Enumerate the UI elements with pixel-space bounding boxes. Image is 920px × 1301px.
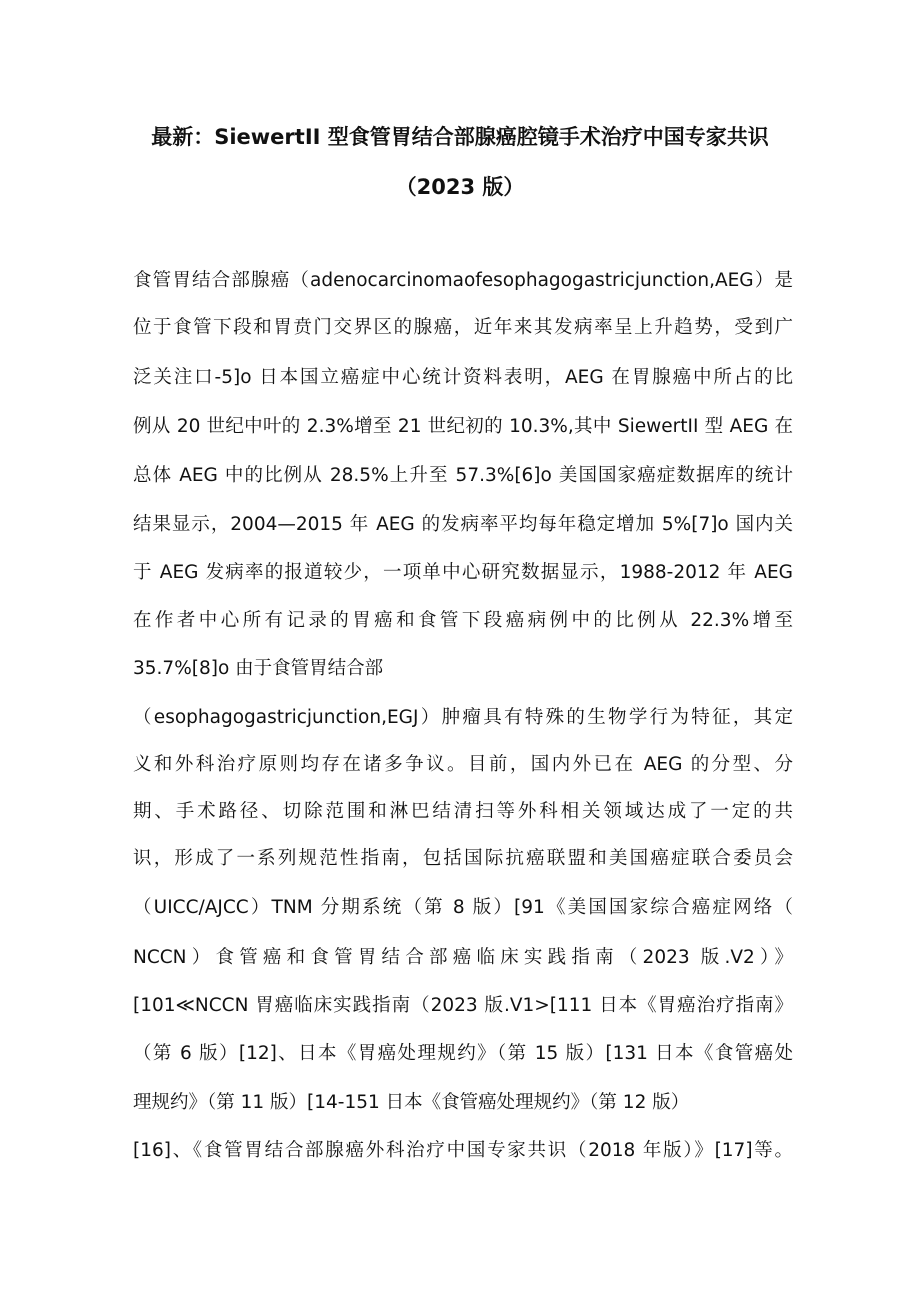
document-edition: （2023 版） <box>395 175 525 199</box>
paragraph-line: 识，形成了一系列规范性指南，包括国际抗癌联盟和美国癌症联合委员会 <box>133 848 793 869</box>
paragraph-line: 于 AEG 发病率的报道较少，一项单中心研究数据显示，1988-2012 年 AEG <box>133 562 793 583</box>
paragraph-line: [101≪NCCN 胃癌临床实践指南（2023 版.V1>[111 日本《胃癌治疗指南》 <box>133 995 793 1016</box>
paragraph-line: NCCN）食管癌和食管胃结合部癌临床实践指南（2023 版.V2）》 <box>133 947 793 968</box>
paragraph-line: 食管胃结合部腺癌（adenocarcinomaofesophagogastricjunction,AEG）是 <box>133 270 793 291</box>
paragraph-line: 义和外科治疗原则均存在诸多争议。目前，国内外已在 AEG 的分型、分 <box>133 754 793 775</box>
paragraph-line: 35.7%[8]o 由于食管胃结合部 <box>133 658 384 679</box>
paragraph-line: [16]、《食管胃结合部腺癌外科治疗中国专家共识（2018 年版）》[17]等。 <box>133 1140 793 1161</box>
paragraph-line: （UICC/AJCC）TNM 分期系统（第 8 版）[91《美国国家综合癌症网络（ <box>133 897 793 918</box>
paragraph-line: 泛关注口-5]o 日本国立癌症中心统计资料表明，AEG 在胃腺癌中所占的比 <box>133 367 793 388</box>
paragraph-line: （esophagogastricjunction,EGJ）肿瘤具有特殊的生物学行为特征，其定 <box>133 707 793 728</box>
paragraph-line: 在作者中心所有记录的胃癌和食管下段癌病例中的比例从 22.3%增至 <box>133 610 793 631</box>
document-title: 最新：SiewertII 型食管胃结合部腺癌腔镜手术治疗中国专家共识 <box>151 125 769 149</box>
paragraph-line: 位于食管下段和胃贲门交界区的腺癌，近年来其发病率呈上升趋势，受到广 <box>133 317 793 338</box>
paragraph-line: 例从 20 世纪中叶的 2.3%增至 21 世纪初的 10.3%,其中 SiewertII 型 AEG 在 <box>133 416 793 437</box>
paragraph-line: 总体 AEG 中的比例从 28.5%上升至 57.3%[6]o 美国国家癌症数据库的统计 <box>133 465 793 486</box>
paragraph-line: 期、手术路径、切除范围和淋巴结清扫等外科相关领域达成了一定的共 <box>133 801 793 822</box>
paragraph-line: （第 6 版）[12]、日本《胃癌处理规约》（第 15 版）[131 日本《食管癌处 <box>133 1043 793 1064</box>
paragraph-line: 理规约》（第 11 版）[14-151 日本《食管癌处理规约》（第 12 版） <box>133 1092 690 1113</box>
paragraph-line: 结果显示，2004—2015 年 AEG 的发病率平均每年稳定增加 5%[7]o 国内关 <box>133 514 793 535</box>
